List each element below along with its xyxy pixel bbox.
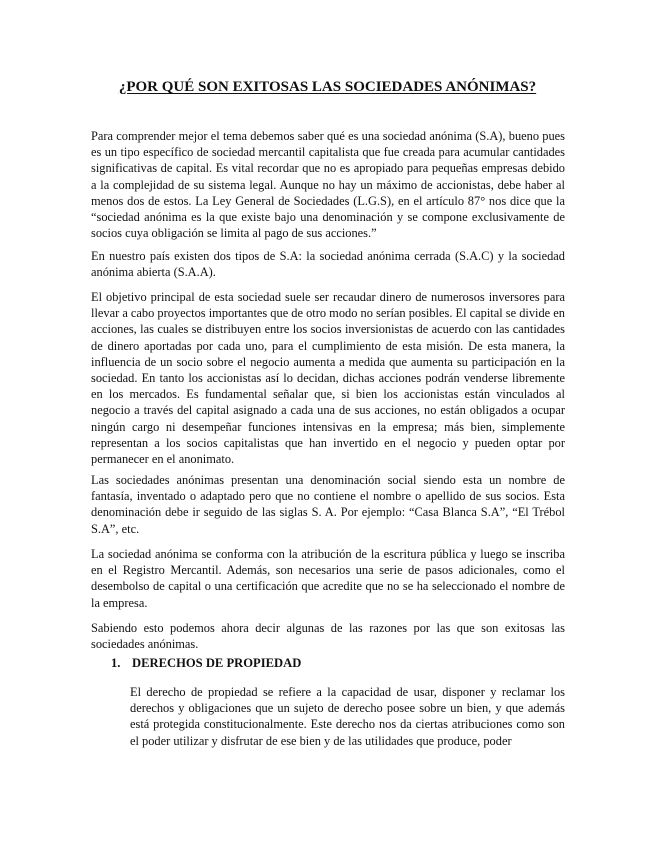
paragraph-denomination: Las sociedades anónimas presentan una denominación social siendo esta un nombre de fantasía, inventado o adaptado pero que no contiene el nombre o apellido de sus socios. Esta denominación debe ir seguido de las siglas S. A. Por ejemplo: “Casa Blanca S.A”, “El Trébol S.A”, etc. (91, 473, 565, 536)
section-heading-property-rights (111, 655, 301, 671)
section-heading-text: DERECHOS DE PROPIEDAD (132, 656, 302, 670)
section-body-property-rights: El derecho de propiedad se refiere a la capacidad de usar, disponer y reclamar los derechos y obligaciones que un sujeto de derecho posee sobre un bien, y que además está protegida constitucionalmente. Este derecho nos da ciertas atribuciones como son el poder utilizar y disfrutar de ese bien y de las utilidades que produce, poder (130, 685, 565, 748)
paragraph-formation: La sociedad anónima se conforma con la atribución de la escritura pública y luego se inscriba en el Registro Mercantil. Además, son necesarios una serie de pasos adicionales, como el desembolso de capital o una certificación que acredite que no se ha seleccionado el nombre de la empresa. (91, 547, 565, 610)
paragraph-definition: Para comprender mejor el tema debemos saber qué es una sociedad anónima (S.A), bueno pues es un tipo específico de sociedad mercantil capitalista que fue creada para acumular cantidades significativas de capital. Es vital recordar que no es apropiado para pequeñas empresas debido a la complejidad de su sistema legal. Aunque no hay un máximo de accionistas, debe haber al menos dos de estos. La Ley General de Sociedades (L.G.S), en el artículo 87° nos dice que la “sociedad anónima es la que existe bajo una denominación y se compone exclusivamente de socios cuya obligación se limita al pago de sus acciones.” (91, 129, 565, 241)
paragraph-objective: El objetivo principal de esta sociedad suele ser recaudar dinero de numerosos inversores para llevar a cabo proyectos importantes que de otro modo no serían posibles. El capital se divide en acciones, las cuales se distribuyen entre los socios inversionistas de acuerdo con las cantidades de dinero aportadas por cada uno, para el cumplimiento de esta misión. De esta manera, la influencia de un socio sobre el negocio aumenta a medida que aumenta su participación en la sociedad. En tanto los accionistas así lo decidan, dichas acciones podrán venderse libremente en los mercados. Es fundamental señalar que, si bien los accionistas están vinculados al negocio a través del capital asignado a cada una de sus acciones, no están obligados a ocupar ningún cargo ni desempeñar funciones intensivas en la empresa; más bien, simplemente representan a los socios capitalistas que han invertido en el negocio y pueden optar por permanecer en el anonimato. (91, 290, 565, 467)
paragraph-types: En nuestro país existen dos tipos de S.A: la sociedad anónima cerrada (S.A.C) y la sociedad anónima abierta (S.A.A). (91, 249, 565, 280)
page-title: ¿POR QUÉ SON EXITOSAS LAS SOCIEDADES ANÓNIMAS? (118, 79, 537, 95)
paragraph-transition: Sabiendo esto podemos ahora decir algunas de las razones por las que son exitosas las sociedades anónimas. (91, 621, 565, 652)
section-number: 1. (111, 656, 121, 670)
